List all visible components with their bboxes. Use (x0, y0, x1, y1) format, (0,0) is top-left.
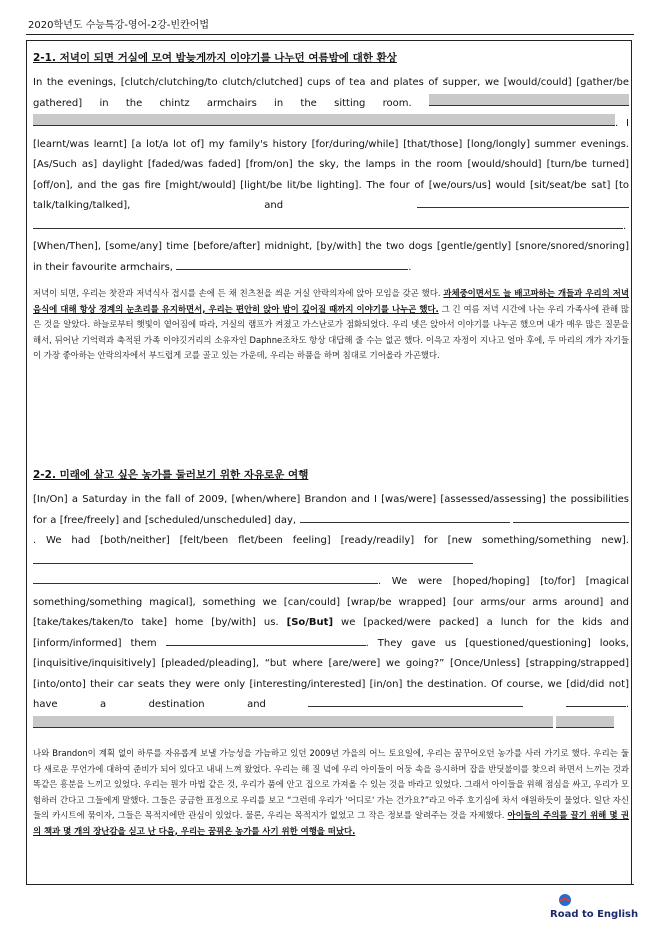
road-to-english-logo (550, 893, 639, 927)
s1-korean-1: 저녁이 되면, 우리는 찻잔과 저녁식사 접시를 손에 든 채 친츠천을 씌운 거실 안락의자에 앉아 모임을 갖곤 했다. (33, 288, 441, 298)
blank-gray (33, 716, 553, 728)
blank-line (33, 217, 623, 229)
s2-bold-choice: [So/But] (286, 617, 334, 628)
s2-passage-2: . We had [both/neither] [felt/been flet/been feeling] [ready/readily] for [new something/something new]. (33, 535, 629, 546)
s1-passage-2: . I [learnt/was learnt] [a lot/a lot of] my family's history [for/during/while] [that/those] [long/longly] summer evenings. [As/Such as] daylight [faded/was faded] [from/on] the sky, the lamps in the room [would/should] [turn/be turned] [off/on], and the gas fire [might/would] [light/be lit/be lighting]. The four of [we/ours/us] would [sit/seat/be sat] [to talk/talking/talked], and (33, 118, 629, 211)
blank-line (308, 695, 523, 707)
page-header: 2020학년도 수능특강-영어-2강-빈칸어법 (28, 20, 210, 31)
s2-passage-3: . We were [hoped/hoping] [to/for] [magical something/something magical], something we [can/could] [wrap/be wrapped] [our arms/our arms around] and [take/takes/taken/to take] home [by/with] us. (33, 576, 629, 628)
blank-line (513, 511, 629, 523)
s2-korean-1: 나와 Brandon이 계획 없이 하루를 자유롭게 보낼 가능성을 가늠하고 있던 2009년 가을의 어느 토요일에, 우리는 꿈꾸어오던 농가를 사러 가기로 했다. 우리는 둘 다 새로운 무언가에 대하여 준비가 되어 있다고 내내 느껴 왔었다. 우리는 해 질 녘에 우리 아이들이 어둥 속을 응시하며 잡을 반딧불이를 찾으려 하면서 느끼는 것과 똑같은 흥분을 느끼고 있었다. 우리는 뭔가 마법 같은 것, 우리가 품에 안고 집으로 가져올 수 있는 것을 바라고 있었다. 그래서 아이들을 위해 점심을 싸고, 우리가 모험하러 간다고 그들에게 말했다. 그들은 궁금한 표정으로 우리를 보고 “그런데 우리가 '어디로' 가는 건가요?”라고 아주 호기심에 차서 애원하듯이 물었다. 일단 자신들의 카시트에 묶이자, 그들은 목적지에만 관심이 있었다. 물론, 우리는 목적지가 없었고 그 작은 정보를 알려주는 것을 자제했다. (33, 748, 629, 820)
s1-passage-1: In the evenings, [clutch/clutching/to clutch/clutched] cups of tea and plates of supper, we [would/could] [gather/be gathered] in the chintz armchairs in the sitting room. (33, 77, 629, 109)
blank-line (176, 258, 408, 270)
logo-text: Road to English (550, 909, 639, 920)
section-1 (33, 50, 629, 364)
blank-line (417, 196, 629, 208)
blank-line (166, 634, 366, 646)
section-2-title: 2-2. 미래에 살고 싶은 농가를 둘러보기 위한 자유로운 여행 (33, 469, 309, 481)
blank-line (566, 695, 626, 707)
s1-passage-3: [When/Then], [some/any] time [before/after] midnight, [by/with] the two dogs [gentle/gently] [snore/snored/snoring] in their favourite armchairs, (33, 241, 629, 273)
s2-passage-4: . They gave us [questioned/questioning] looks, [inquisitive/inquisitively] [pleaded/pleading], “but where [are/were] we going?” [Once/Unless] [strapping/strapped] [into/onto] their car seats they were only [interesting/interested] [in/on] the destination. Of course, we [did/did not] have a destination and (33, 637, 629, 710)
s2-korean-emphasis: 아이들의 주의를 끌기 위해 몇 권의 책과 몇 개의 장난감을 싣고 난 다음, 우리는 꿈꿔온 농가를 사기 위한 여행을 떠났다. (33, 810, 629, 836)
section-1-title: 2-1. 저녁이 되면 거실에 모여 밤늦게까지 이야기를 나누던 여름밤에 대한 환상 (33, 52, 397, 64)
globe-icon (558, 893, 572, 907)
blank-line (33, 552, 473, 564)
s1-korean-2: 그 긴 여름 저녁 시간에 나는 우리 가족사에 관해 많은 것을 알았다. 하늘로부터 햇빛이 옅어짐에 따라, 거실의 램프가 켜졌고 가스난로가 점화되었다. 우리 넷은 앉아서 이야기를 나누곤 했으며 내가 매우 많은 질문을 해서, 뒤어난 기억력과 축적된 가족 이야깃거리의 소유자인 Daphne조차도 항상 대답해 줄 수는 없곤 했다. 이윽고 자정이 지나고 얼마 후에, 두 마리의 개가 자기들이 가장 좋아하는 안락의자에서 부드럽게 코를 골고 있는 가운데, 우리는 하품을 하며 침대로 기어올라 가곤했다. (33, 303, 630, 360)
s1-korean-emphasis: 과체중이면서도 늘 배고파하는 개들과 우리의 저녁 음식에 대해 항상 경계의 눈초리를 유지하면서, 우리는 편안히 앉아 밤이 깊어질 때까지 이야기를 나누곤 했다. (33, 288, 629, 314)
blank-gray (33, 114, 615, 126)
section-2 (33, 467, 629, 839)
section-1-korean (33, 286, 629, 364)
section-1-english: In the evenings, [clutch/clutching/to clutch/clutched] cups of tea and plates of supper, we [would/could] [gather/be gathered] in the chintz armchairs in the sitting room. . I [learnt/was learnt] [a lot/a lot of] my family's history [for/during/while] [that/those] [long/longly] summer evenings. [As/Such as] daylight [faded/was faded] [from/on] the sky, the lamps in the room [would/should] [turn/be turned] [off/on], and the gas fire [might/would] [light/be lit/be lighting]. The four of [we/ours/us] would [sit/seat/be sat] [to talk/talking/talked], and . [When/Then], [some/any] time [before/after] midnight, [by/with] the two dogs [gentle/gently] [snore/snored/snoring] in their favourite armchairs, . (33, 77, 629, 273)
blank-line (33, 572, 378, 584)
s2-passage-3c: we [packed/were packed] a lunch for the kids and [inform/informed] them (33, 617, 629, 649)
section-2-english: [In/On] a Saturday in the fall of 2009, [when/where] Brandon and I [was/were] [assessed/assessing] the possibilities for a [free/freely] and [scheduled/unscheduled] day, . We had [both/neither] [felt/been flet/been feeling] [ready/readily] for [new something/something new]. . We were [hoped/hoping] [to/for] [magical something/something magical], something we [can/could] [wrap/be wrapped] [our arms/our arms around] and [take/takes/taken/to take] home [by/with] us. [So/But] we [packed/were packed] a lunch for the kids and [inform/informed] them . They gave us [questioned/questioning] looks, [inquisitive/inquisitively] [pleaded/pleading], “but where [are/were] we going?” [Once/Unless] [strapping/strapped] [into/onto] their car seats they were only [interesting/interested] [in/on] the destination. Of course, we [did/did not] have a destination and . (33, 490, 629, 736)
header-rule (26, 34, 634, 35)
section-2-korean (33, 746, 629, 839)
s2-passage-1: [In/On] a Saturday in the fall of 2009, [when/where] Brandon and I [was/were] [assessed/assessing] the possibilities for a [free/freely] and [scheduled/unscheduled] day, (33, 494, 629, 526)
blank-line (300, 511, 510, 523)
blank-gray (556, 716, 614, 728)
footer-rule (26, 884, 634, 885)
blank-gray (429, 94, 629, 106)
